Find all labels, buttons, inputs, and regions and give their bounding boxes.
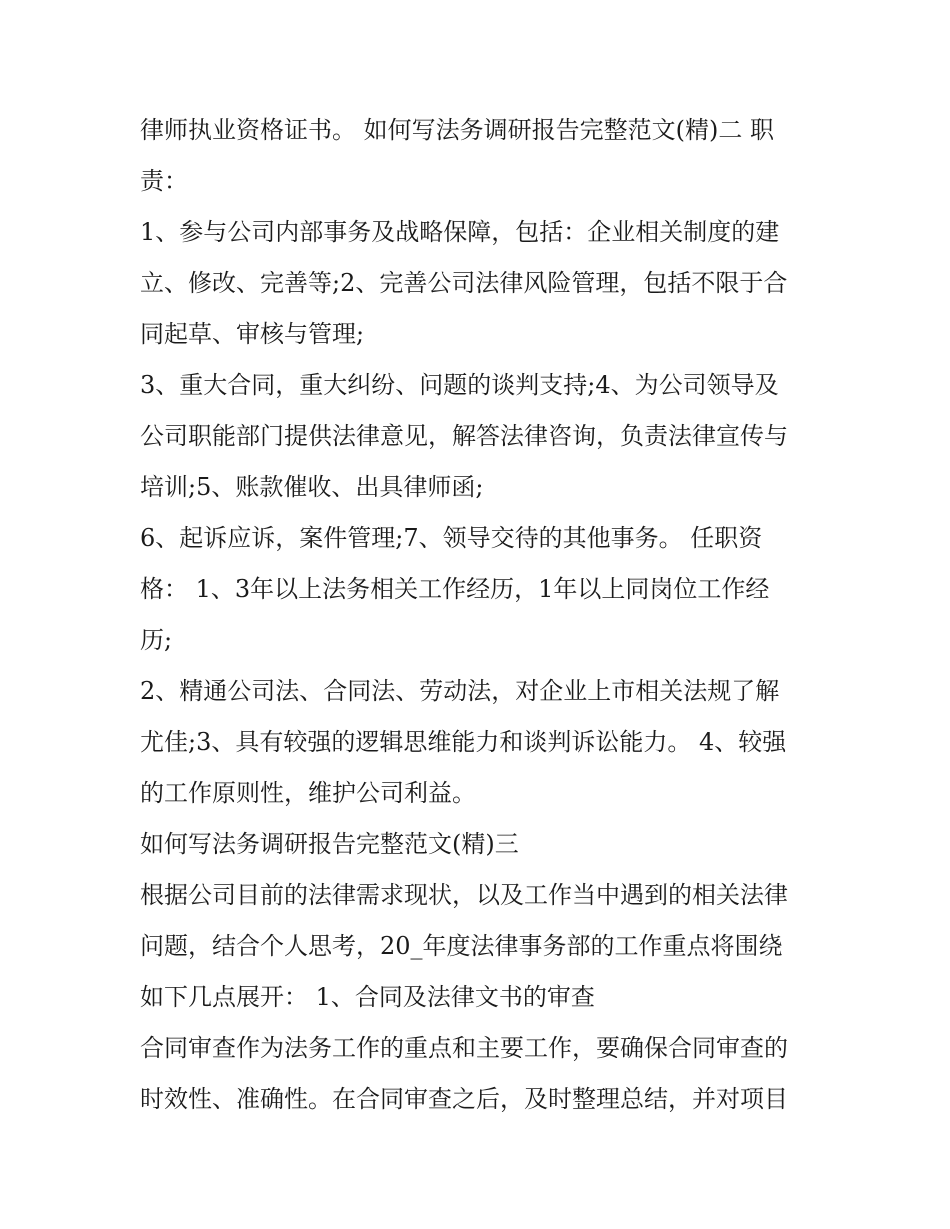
text-line: 6、起诉应诉，案件管理;7、领导交待的其他事务。 任职资 xyxy=(140,524,763,552)
text-line: 1、参与公司内部事务及战略保障，包括：企业相关制度的建 xyxy=(140,218,780,246)
text-line: 培训;5、账款催收、出具律师函; xyxy=(140,473,484,501)
section-heading: 如何写法务调研报告完整范文(精)三 xyxy=(140,830,519,858)
text-line: 3、重大合同，重大纠纷、问题的谈判支持;4、为公司领导及 xyxy=(140,371,779,399)
text-line: 公司职能部门提供法律意见，解答法律咨询，负责法律宣传与 xyxy=(140,422,788,450)
text-line: 时效性、准确性。在合同审查之后，及时整理总结，并对项目 xyxy=(140,1085,788,1113)
text-line: 如下几点展开： 1、合同及法律文书的审查 xyxy=(140,983,595,1011)
text-line: 合同审查作为法务工作的重点和主要工作，要确保合同审查的 xyxy=(140,1034,788,1062)
text-line: 2、精通公司法、合同法、劳动法，对企业上市相关法规了解 xyxy=(140,677,780,705)
text-line: 立、修改、完善等;2、完善公司法律风险管理，包括不限于合 xyxy=(140,269,788,297)
text-line: 律师执业资格证书。 如何写法务调研报告完整范文(精)二 职 xyxy=(140,116,774,144)
text-line: 格： 1、3年以上法务相关工作经历，1年以上同岗位工作经 xyxy=(140,575,770,603)
text-line: 根据公司目前的法律需求现状，以及工作当中遇到的相关法律 xyxy=(140,881,788,909)
text-line: 历; xyxy=(140,626,173,654)
text-line: 责： xyxy=(140,167,188,195)
text-line: 问题，结合个人思考，20_年度法律事务部的工作重点将围绕 xyxy=(140,932,783,960)
text-line: 的工作原则性，维护公司利益。 xyxy=(140,779,476,807)
text-line: 尤佳;3、具有较强的逻辑思维能力和谈判诉讼能力。 4、较强 xyxy=(140,728,787,756)
text-line: 同起草、审核与管理; xyxy=(140,320,365,348)
document-body xyxy=(140,105,815,1125)
